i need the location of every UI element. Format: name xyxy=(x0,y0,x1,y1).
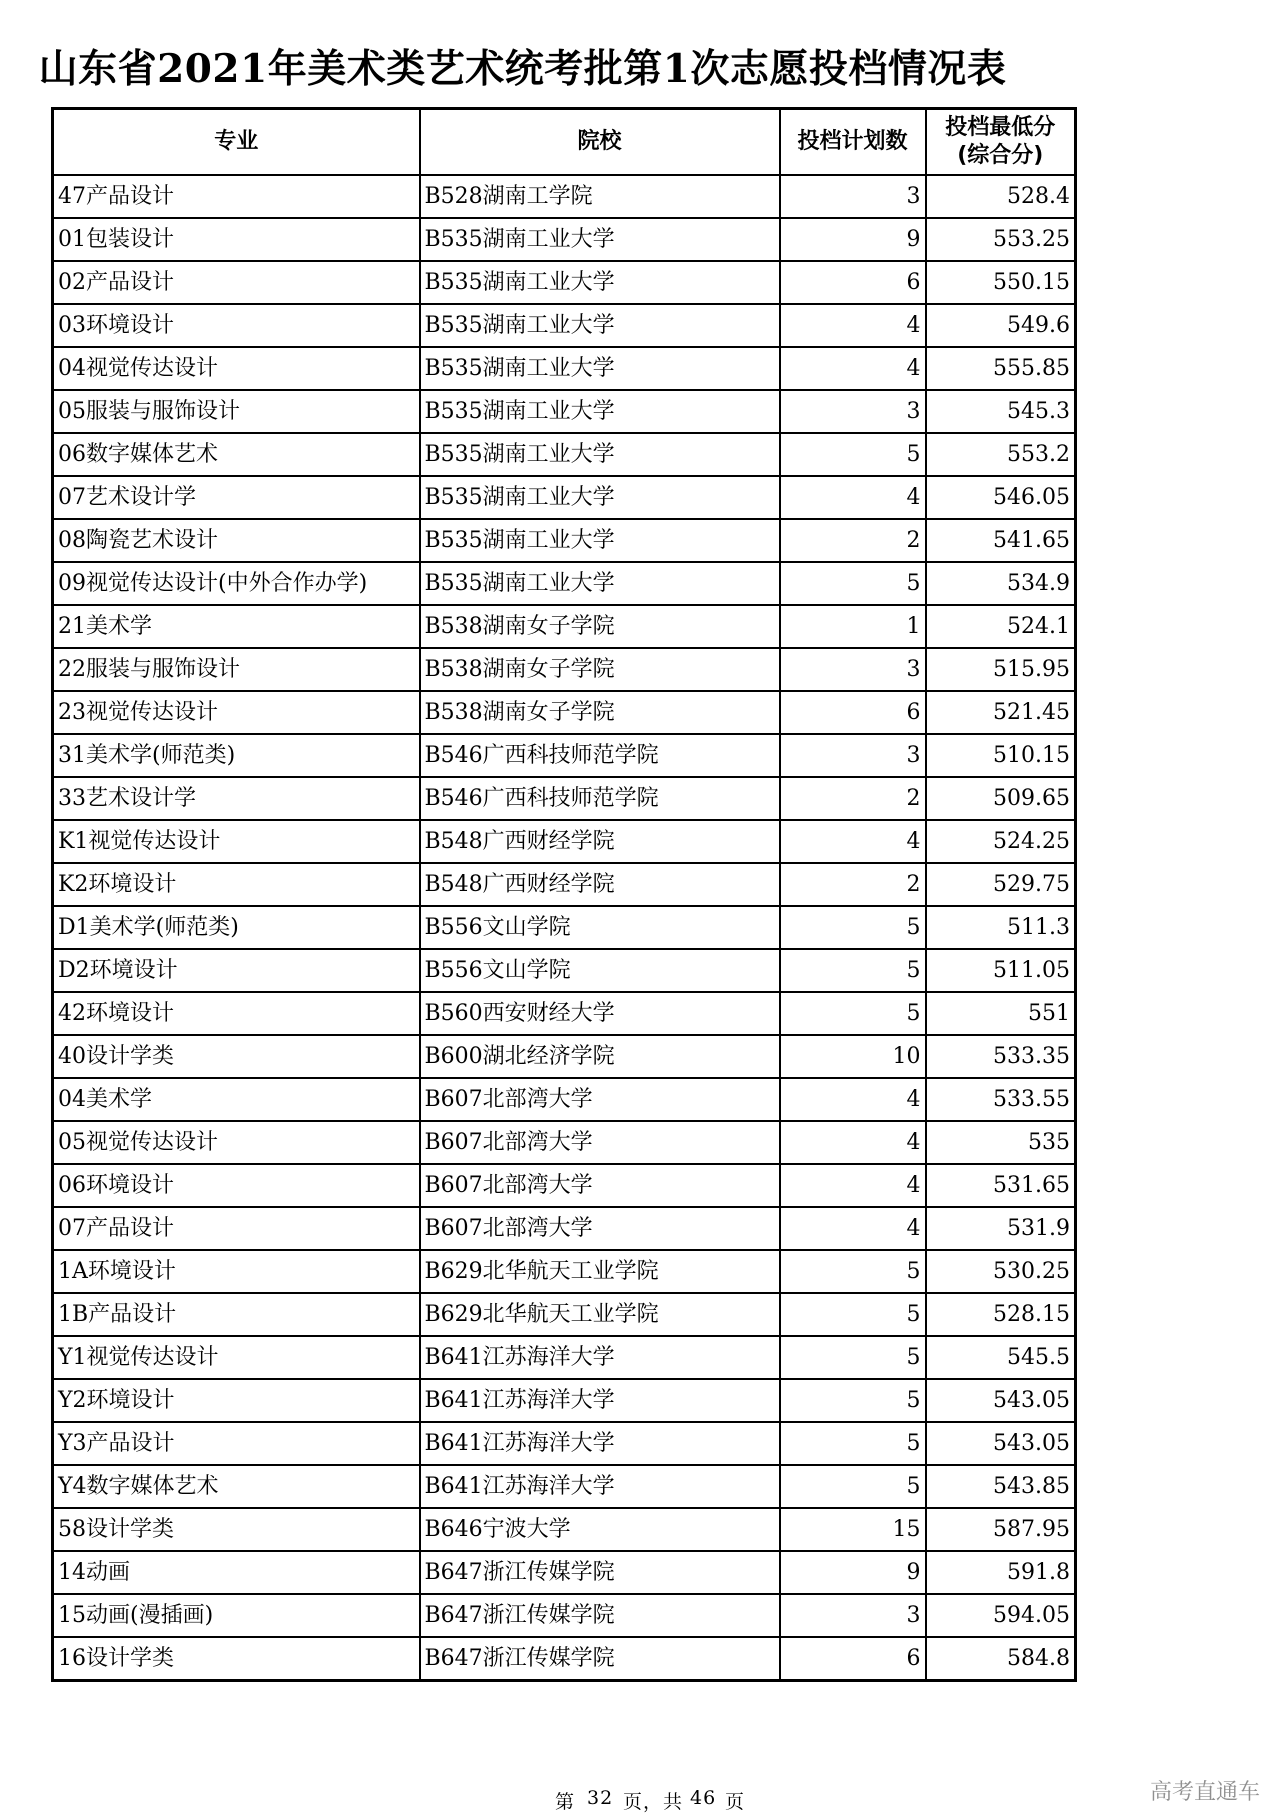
cell-school: B546广西科技师范学院 xyxy=(420,734,780,777)
cell-school: B535湖南工业大学 xyxy=(420,562,780,605)
cell-plan: 9 xyxy=(780,218,926,261)
cell-school: B641江苏海洋大学 xyxy=(420,1336,780,1379)
table-row xyxy=(53,347,1076,390)
table-row xyxy=(53,777,1076,820)
cell-plan: 3 xyxy=(780,1594,926,1637)
table-row xyxy=(53,175,1076,218)
cell-major: K2环境设计 xyxy=(53,863,420,906)
table-row xyxy=(53,906,1076,949)
cell-major: 03环境设计 xyxy=(53,304,420,347)
cell-min-score: 515.95 xyxy=(926,648,1076,691)
cell-school: B647浙江传媒学院 xyxy=(420,1551,780,1594)
cell-major: Y2环境设计 xyxy=(53,1379,420,1422)
cell-major: 42环境设计 xyxy=(53,992,420,1035)
cell-plan: 9 xyxy=(780,1551,926,1594)
cell-school: B548广西财经学院 xyxy=(420,820,780,863)
total-pages: 46 xyxy=(690,1787,717,1809)
cell-min-score: 555.85 xyxy=(926,347,1076,390)
table-row xyxy=(53,1207,1076,1250)
cell-min-score: 533.55 xyxy=(926,1078,1076,1121)
table-row xyxy=(53,992,1076,1035)
cell-plan: 5 xyxy=(780,906,926,949)
table-row xyxy=(53,218,1076,261)
cell-plan: 5 xyxy=(780,1293,926,1336)
cell-plan: 1 xyxy=(780,605,926,648)
cell-min-score: 550.15 xyxy=(926,261,1076,304)
cell-major: 15动画(漫插画) xyxy=(53,1594,420,1637)
page-prefix: 第 xyxy=(555,1791,576,1813)
cell-min-score: 511.3 xyxy=(926,906,1076,949)
cell-min-score: 551 xyxy=(926,992,1076,1035)
cell-major: D2环境设计 xyxy=(53,949,420,992)
cell-min-score: 509.65 xyxy=(926,777,1076,820)
cell-plan: 3 xyxy=(780,648,926,691)
table-row xyxy=(53,476,1076,519)
cell-major: 14动画 xyxy=(53,1551,420,1594)
cell-plan: 4 xyxy=(780,1164,926,1207)
cell-major: D1美术学(师范类) xyxy=(53,906,420,949)
cell-school: B600湖北经济学院 xyxy=(420,1035,780,1078)
cell-school: B641江苏海洋大学 xyxy=(420,1379,780,1422)
cell-school: B647浙江传媒学院 xyxy=(420,1594,780,1637)
cell-plan: 5 xyxy=(780,992,926,1035)
table-row xyxy=(53,1594,1076,1637)
cell-school: B641江苏海洋大学 xyxy=(420,1465,780,1508)
admission-table xyxy=(51,107,1077,1682)
cell-plan: 5 xyxy=(780,949,926,992)
table-row xyxy=(53,648,1076,691)
cell-plan: 4 xyxy=(780,304,926,347)
cell-plan: 5 xyxy=(780,433,926,476)
cell-min-score: 594.05 xyxy=(926,1594,1076,1637)
table-row xyxy=(53,1465,1076,1508)
cell-major: 1A环境设计 xyxy=(53,1250,420,1293)
header-school: 院校 xyxy=(420,109,780,176)
table-row xyxy=(53,605,1076,648)
cell-major: 06环境设计 xyxy=(53,1164,420,1207)
cell-school: B647浙江传媒学院 xyxy=(420,1637,780,1681)
table-row xyxy=(53,1508,1076,1551)
cell-major: 05视觉传达设计 xyxy=(53,1121,420,1164)
cell-min-score: 584.8 xyxy=(926,1637,1076,1681)
watermark-text: 高考直通车 xyxy=(1149,1780,1260,1805)
cell-major: 1B产品设计 xyxy=(53,1293,420,1336)
table-row xyxy=(53,1121,1076,1164)
table-row xyxy=(53,949,1076,992)
header-major: 专业 xyxy=(53,109,420,176)
table-row xyxy=(53,691,1076,734)
cell-min-score: 524.25 xyxy=(926,820,1076,863)
table-row xyxy=(53,863,1076,906)
cell-plan: 3 xyxy=(780,175,926,218)
table-row xyxy=(53,1250,1076,1293)
table-row xyxy=(53,1336,1076,1379)
cell-school: B535湖南工业大学 xyxy=(420,476,780,519)
cell-school: B607北部湾大学 xyxy=(420,1121,780,1164)
cell-min-score: 543.05 xyxy=(926,1422,1076,1465)
page-title: 山东省2021年美术类艺术统考批第1次志愿投档情况表 xyxy=(38,46,1007,92)
cell-plan: 4 xyxy=(780,1121,926,1164)
cell-major: 47产品设计 xyxy=(53,175,420,218)
cell-major: Y4数字媒体艺术 xyxy=(53,1465,420,1508)
table-row xyxy=(53,820,1076,863)
cell-school: B646宁波大学 xyxy=(420,1508,780,1551)
cell-school: B546广西科技师范学院 xyxy=(420,777,780,820)
cell-min-score: 543.85 xyxy=(926,1465,1076,1508)
cell-school: B548广西财经学院 xyxy=(420,863,780,906)
cell-min-score: 529.75 xyxy=(926,863,1076,906)
cell-plan: 2 xyxy=(780,777,926,820)
cell-major: 04视觉传达设计 xyxy=(53,347,420,390)
cell-school: B607北部湾大学 xyxy=(420,1078,780,1121)
cell-min-score: 553.2 xyxy=(926,433,1076,476)
cell-school: B528湖南工学院 xyxy=(420,175,780,218)
cell-school: B560西安财经大学 xyxy=(420,992,780,1035)
cell-major: 01包装设计 xyxy=(53,218,420,261)
cell-plan: 6 xyxy=(780,1637,926,1681)
cell-plan: 15 xyxy=(780,1508,926,1551)
cell-school: B556文山学院 xyxy=(420,949,780,992)
cell-plan: 5 xyxy=(780,1465,926,1508)
table-row xyxy=(53,304,1076,347)
header-min-score-line2: (综合分) xyxy=(957,143,1044,168)
cell-school: B535湖南工业大学 xyxy=(420,261,780,304)
cell-min-score: 546.05 xyxy=(926,476,1076,519)
cell-plan: 5 xyxy=(780,1379,926,1422)
table-row xyxy=(53,1293,1076,1336)
cell-school: B535湖南工业大学 xyxy=(420,390,780,433)
cell-plan: 4 xyxy=(780,820,926,863)
cell-min-score: 553.25 xyxy=(926,218,1076,261)
cell-school: B535湖南工业大学 xyxy=(420,304,780,347)
cell-plan: 10 xyxy=(780,1035,926,1078)
cell-plan: 3 xyxy=(780,390,926,433)
cell-min-score: 531.65 xyxy=(926,1164,1076,1207)
cell-major: 08陶瓷艺术设计 xyxy=(53,519,420,562)
cell-school: B629北华航天工业学院 xyxy=(420,1293,780,1336)
cell-major: 07艺术设计学 xyxy=(53,476,420,519)
cell-min-score: 541.65 xyxy=(926,519,1076,562)
cell-plan: 6 xyxy=(780,261,926,304)
cell-min-score: 545.3 xyxy=(926,390,1076,433)
cell-school: B629北华航天工业学院 xyxy=(420,1250,780,1293)
cell-major: 22服装与服饰设计 xyxy=(53,648,420,691)
cell-major: 23视觉传达设计 xyxy=(53,691,420,734)
header-min-score-line1: 投档最低分 xyxy=(945,115,1056,140)
cell-major: 09视觉传达设计(中外合作办学) xyxy=(53,562,420,605)
cell-plan: 5 xyxy=(780,562,926,605)
cell-major: Y3产品设计 xyxy=(53,1422,420,1465)
table-row xyxy=(53,1551,1076,1594)
header-min-score xyxy=(926,109,1076,176)
page-suffix: 页 xyxy=(725,1791,746,1813)
cell-plan: 5 xyxy=(780,1422,926,1465)
cell-school: B535湖南工业大学 xyxy=(420,218,780,261)
cell-plan: 6 xyxy=(780,691,926,734)
cell-school: B556文山学院 xyxy=(420,906,780,949)
cell-major: 16设计学类 xyxy=(53,1637,420,1681)
cell-plan: 2 xyxy=(780,519,926,562)
table-row xyxy=(53,390,1076,433)
cell-min-score: 545.5 xyxy=(926,1336,1076,1379)
cell-min-score: 510.15 xyxy=(926,734,1076,777)
cell-major: 07产品设计 xyxy=(53,1207,420,1250)
cell-plan: 4 xyxy=(780,347,926,390)
cell-min-score: 524.1 xyxy=(926,605,1076,648)
cell-school: B535湖南工业大学 xyxy=(420,347,780,390)
cell-min-score: 533.35 xyxy=(926,1035,1076,1078)
cell-min-score: 591.8 xyxy=(926,1551,1076,1594)
table-row xyxy=(53,1035,1076,1078)
table-row xyxy=(53,1379,1076,1422)
table-row xyxy=(53,1078,1076,1121)
cell-major: K1视觉传达设计 xyxy=(53,820,420,863)
cell-min-score: 543.05 xyxy=(926,1379,1076,1422)
cell-plan: 2 xyxy=(780,863,926,906)
cell-major: 33艺术设计学 xyxy=(53,777,420,820)
cell-min-score: 534.9 xyxy=(926,562,1076,605)
cell-major: 31美术学(师范类) xyxy=(53,734,420,777)
cell-min-score: 528.15 xyxy=(926,1293,1076,1336)
table-row xyxy=(53,433,1076,476)
cell-plan: 4 xyxy=(780,476,926,519)
cell-plan: 5 xyxy=(780,1336,926,1379)
page-middle: 页，共 xyxy=(623,1791,684,1813)
cell-school: B607北部湾大学 xyxy=(420,1164,780,1207)
cell-min-score: 535 xyxy=(926,1121,1076,1164)
table-row xyxy=(53,562,1076,605)
cell-major: 58设计学类 xyxy=(53,1508,420,1551)
cell-plan: 4 xyxy=(780,1207,926,1250)
cell-major: 06数字媒体艺术 xyxy=(53,433,420,476)
cell-plan: 3 xyxy=(780,734,926,777)
cell-major: 40设计学类 xyxy=(53,1035,420,1078)
cell-major: Y1视觉传达设计 xyxy=(53,1336,420,1379)
cell-school: B641江苏海洋大学 xyxy=(420,1422,780,1465)
table-row xyxy=(53,519,1076,562)
cell-major: 21美术学 xyxy=(53,605,420,648)
table-header-row xyxy=(53,109,1076,176)
cell-school: B538湖南女子学院 xyxy=(420,648,780,691)
cell-min-score: 528.4 xyxy=(926,175,1076,218)
table-row xyxy=(53,1637,1076,1681)
current-page: 32 xyxy=(587,1787,614,1809)
cell-min-score: 587.95 xyxy=(926,1508,1076,1551)
cell-plan: 5 xyxy=(780,1250,926,1293)
cell-min-score: 530.25 xyxy=(926,1250,1076,1293)
cell-min-score: 549.6 xyxy=(926,304,1076,347)
cell-school: B538湖南女子学院 xyxy=(420,605,780,648)
table-row xyxy=(53,261,1076,304)
cell-school: B607北部湾大学 xyxy=(420,1207,780,1250)
cell-major: 05服装与服饰设计 xyxy=(53,390,420,433)
table-row xyxy=(53,1422,1076,1465)
header-plan: 投档计划数 xyxy=(780,109,926,176)
cell-major: 04美术学 xyxy=(53,1078,420,1121)
cell-school: B538湖南女子学院 xyxy=(420,691,780,734)
cell-school: B535湖南工业大学 xyxy=(420,519,780,562)
cell-min-score: 531.9 xyxy=(926,1207,1076,1250)
cell-plan: 4 xyxy=(780,1078,926,1121)
cell-min-score: 521.45 xyxy=(926,691,1076,734)
table-row xyxy=(53,734,1076,777)
table-row xyxy=(53,1164,1076,1207)
cell-school: B535湖南工业大学 xyxy=(420,433,780,476)
cell-major: 02产品设计 xyxy=(53,261,420,304)
cell-min-score: 511.05 xyxy=(926,949,1076,992)
